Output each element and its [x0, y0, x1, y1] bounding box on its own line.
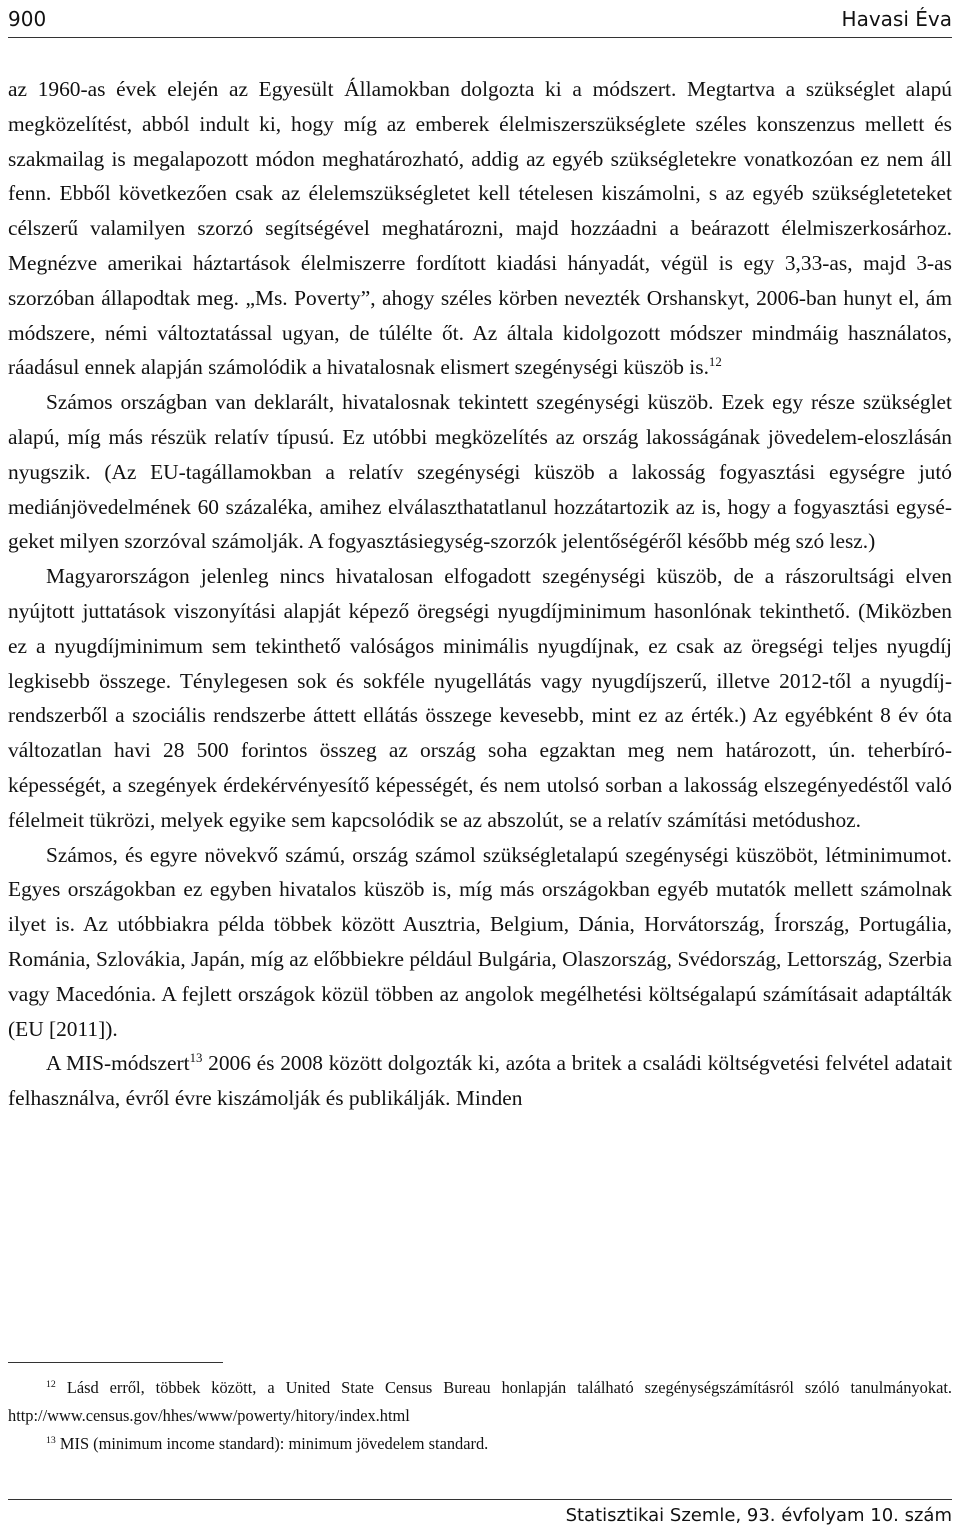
footnote-12-number: 12	[46, 1378, 56, 1390]
author-name: Havasi Éva	[841, 7, 952, 31]
paragraph-5-text: 2006 és 2008 között dolgozták ki, azóta a britek a családi költségvetési felvétel adatait felhasználva, évről évre kiszámolják és publikálják. Minden	[8, 1051, 953, 1111]
footnote-12	[8, 1374, 952, 1430]
footnotes	[8, 1374, 952, 1458]
footnote-13-text: MIS (minimum income standard): minimum jövedelem standard.	[55, 1434, 489, 1453]
header-rule	[8, 37, 952, 38]
page-number: 900	[8, 7, 47, 31]
paragraph-4: Számos, és egyre növekvő számú, ország számol szükségletalapú szegénységi küszöböt, létminimumot. Egyes országokban ez egyben hivatalos küszöb is, míg más országokban egyéb mutatók mellett számolnak ilyet is. Az utóbbiakra példa többek között Ausztria, Belgium, Dánia, Horvátország, Írország, Portugália, Románia, Szlovákia, Japán, míg az előbbiekre például Bulgária, Olaszország, Svédország, Lettország, Szerbia vagy Macedónia. A fejlett országok közül többen az angolok megélhetési költségalapú számításait adaptálták (EU [2011]).	[8, 842, 952, 1041]
footnote-ref-13: 13	[189, 1051, 203, 1066]
footnote-separator	[8, 1362, 223, 1363]
paragraph-3: Magyarországon jelenleg nincs hivatalosan elfogadott szegénységi küszöb, de a rászorultsági elven nyújtott juttatások viszonyítási alapját képező öregségi nyugdíjminimum hasonlónak tekinthető. (Miközben ez a nyugdíjminimum sem tekinthető valóságos minimális nyugdíjnak, ez csak az öregségi teljes nyugdíj legkisebb összege. Ténylegesen sok és sokféle nyugellátás vagy nyugdíjszerű, illetve 2012-től a nyugdíjrendszerből a szociális rendszerbe áttett ellátás összege kevesebb, mint ez az érték.) Az egyébként 8 év óta változatlan havi 28 500 forintos összeg az ország soha egzaktan meg nem határozott, ún. teherbíró-képességét, a szegények érdekérvényesítő képességét, és nem utolsó sorban a lakosság elszegényedéstől való félelmeit tükrözi, melyek egyike sem kapcsolódik se az abszolút, se a relatív számítási metódushoz.	[8, 564, 952, 832]
footer-rule	[8, 1499, 952, 1500]
footnote-13	[8, 1430, 952, 1458]
paragraph-2: Számos országban van deklarált, hivatalosnak tekintett szegénységi küszöb. Ezek egy része szükséglet alapú, míg más részük relatív típusú. Ez utóbbi megközelítés az ország lakosságának jövedelem-eloszlásán nyugszik. (Az EU-tagállamokban a relatív szegénységi küszöb a lakosság fogyasztási egységre jutó mediánjövedelmének 60 százaléka, amihez elválaszthatatlanul hozzátartozik az is, hogy a fogyasztási egységeket milyen szorzóval számolják. A fogyasztásiegység-szorzók jelentőségéről később még szó lesz.)	[8, 390, 952, 554]
paragraph-5-lead: A MIS-módszert	[46, 1051, 190, 1076]
footnote-12-text: Lásd erről, többek között, a United State Census Bureau honlapján található szegénységszámításról szóló tanulmányokat. http://www.census.gov/hhes/www/powerty/hitory/index.html	[8, 1378, 952, 1425]
running-header	[8, 2, 952, 36]
paragraph-5	[8, 1046, 952, 1116]
body-text	[8, 72, 952, 1116]
footnote-13-number: 13	[46, 1434, 56, 1446]
running-footer: Statisztikai Szemle, 93. évfolyam 10. szám	[565, 1505, 952, 1526]
paragraph-1-text: az 1960-as évek elején az Egyesült Államokban dolgozta ki a módszert. Megtartva a szükséglet alapú megközelítést, abból indult ki, hogy míg az emberek élelmiszerszükséglete széles konszenzus mellett és szakmailag is megalapozott módon meghatározható, addig az egyéb szükségletekre vonatkozóan ez nem áll fenn. Ebből következően csak az élelemszükségletet kell tételesen kiszámolni, s az egyéb szükségleteteket célszerű valamilyen szorzó segítségével meghatározni, majd hozzáadni a beárazott élelmiszerkosárhoz. Megnézve amerikai háztartások élelmiszerre fordított kiadási hányadát, végül is egy 3,33-as, majd 3-as szorzóban állapodtak meg. „Ms. Poverty”, ahogy széles körben nevezték Orshanskyt, 2006-ban hunyt el, ám módszere, némi változtatással ugyan, de túlélte őt. Az általa kidolgozott módszer mindmáig használatos, ráadásul ennek alapján számolódik a hivatalosnak elismert szegénységi küszöb is.	[8, 77, 952, 380]
footnote-ref-12: 12	[708, 355, 722, 370]
paragraph-1	[8, 72, 952, 385]
